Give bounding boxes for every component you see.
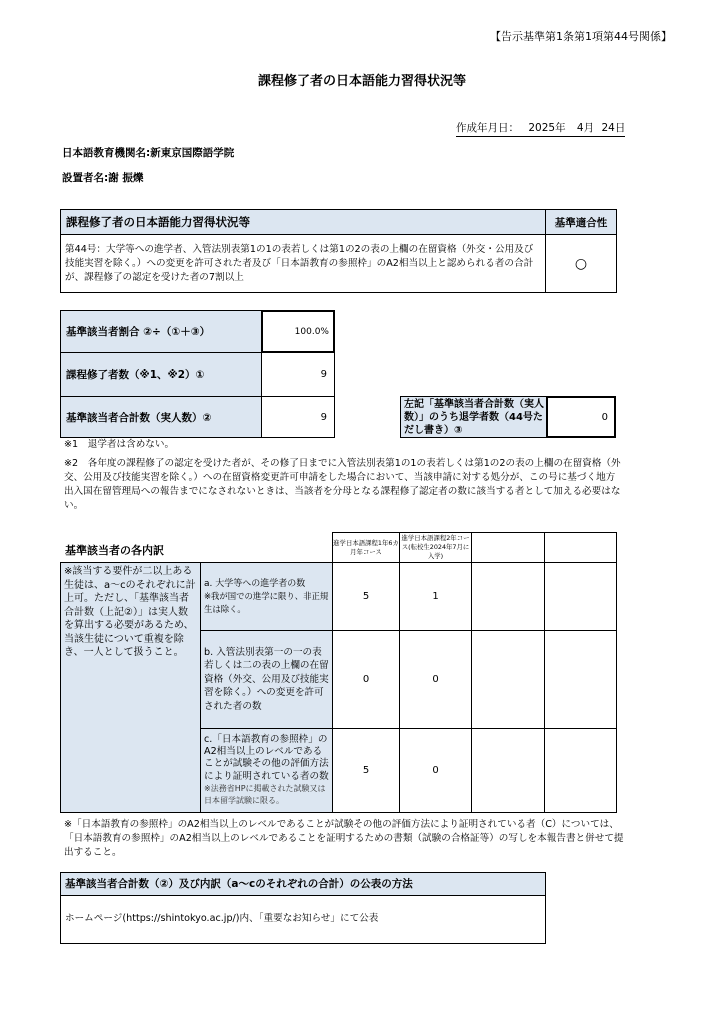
row-a-value-4	[545, 563, 617, 631]
founder-name: 設置者名:謝 振爍	[62, 172, 144, 184]
breakdown-header: 基準該当者の各内訳	[61, 533, 333, 563]
c-note: ※「日本語教育の参照枠」のA2相当以上のレベルであることが試験その他の評価方法により証明されている者（C）については、「日本語教育の参照枠」のA2相当以上のレベルであることを証明するための書類（試験の合格証等）の写しを本報告書と併せて提出すること。	[64, 819, 624, 858]
row-c-value-3	[472, 729, 545, 813]
page-title: 課程修了者の日本語能力習得状況等	[257, 74, 466, 89]
extra-course-header-1	[472, 533, 545, 563]
row-c-value-1: 5	[333, 729, 400, 813]
publication-header: 基準該当者合計数（②）及び内訳（a～cのそれぞれの合計）の公表の方法	[61, 873, 545, 896]
row-a-sub: ※我が国での進学に限り、非正規生は除く。	[204, 590, 329, 614]
created-date	[456, 120, 625, 137]
withdrawn-label: 左記「基準該当者合計数（実人数）」のうち退学者数（44号ただし書き）③	[400, 396, 548, 438]
ratio-label: 基準該当者割合 ②÷（①＋③）	[60, 310, 262, 353]
institution-name: 日本語教育機関名:新東京国際語学院	[62, 147, 235, 159]
compliance-header: 基準適合性	[546, 210, 617, 235]
qualified-value: 9	[261, 396, 335, 438]
row-a-label: a. 大学等への進学者の数 ※我が国での進学に限り、非正規生は除く。	[201, 563, 333, 631]
row-b-label: b. 入管法別表第一の一の表若しくは二の表の上欄の在留資格（外交、公用及び技能実習を除く。）への変更を許可された者の数	[201, 631, 333, 729]
breakdown-table	[60, 532, 617, 813]
row-c-value-2: 0	[400, 729, 472, 813]
status-section	[60, 209, 617, 293]
completers-value: 9	[261, 352, 335, 397]
extra-course-header-2	[545, 533, 617, 563]
row-a-value-1: 5	[333, 563, 400, 631]
created-date-month: 4月	[576, 122, 595, 134]
course-2-header: 進学日本語課程2年コース(転校生2024年7月に入学)	[400, 533, 472, 563]
row-c-sub: ※法務省HPに掲載された試験又は日本留学試験に限る。	[204, 783, 326, 805]
row-b-value-2: 0	[400, 631, 472, 729]
publication-section	[60, 872, 546, 944]
created-date-day: 24日	[601, 122, 626, 134]
note-1: ※1 退学者は含めない。	[64, 439, 175, 450]
publication-content: ホームページ(https://shintokyo.ac.jp/)内、「重要なお知らせ」にて公表	[65, 913, 379, 924]
header-tag: 【告示基準第1条第1項第44号関係】	[490, 30, 672, 43]
row-c-value-4	[545, 729, 617, 813]
course-1-header: 進学日本語課程1年6カ月年コース	[333, 533, 400, 563]
compliance-mark: ○	[546, 235, 617, 293]
status-header: 課程修了者の日本語能力習得状況等	[61, 210, 546, 235]
qualified-label: 基準該当者合計数（実人数）②	[60, 396, 262, 438]
completers-label: 課程修了者数（※1、※2）①	[60, 352, 262, 397]
ratio-value: 100.0%	[261, 310, 335, 353]
row-a-value-3	[472, 563, 545, 631]
row-b-value-4	[545, 631, 617, 729]
row-c-label: c.「日本語教育の参照枠」のA2相当以上のレベルであることが試験その他の評価方法により証明されている者の数 ※法務省HPに掲載された試験又は日本留学試験に限る。	[201, 729, 333, 813]
row-b-value-3	[472, 631, 545, 729]
status-description: 第44号：大学等への進学者、入管法別表第1の1の表若しくは第1の2の表の上欄の在留資格（外交・公用及び技能実習を除く。）への変更を許可された者及び「日本語教育の参照枠」のA2相当以上と認められる者の合計が、課程修了の認定を受けた者の7割以上	[61, 235, 546, 293]
created-date-label: 作成年月日：	[456, 122, 519, 134]
withdrawn-value: 0	[546, 396, 616, 438]
breakdown-left-note: ※該当する要件が二以上ある生徒は、a～cのそれぞれに計上可。ただし、「基準該当者合計数（上記②）」は実人数を算出する必要があるため、当該生徒について重複を除き、一人として扱うこと。	[61, 563, 201, 813]
created-date-year: 2025年	[528, 122, 566, 134]
note-2: ※2 各年度の課程修了の認定を受けた者が、その修了日までに入管法別表第1の1の表若しくは第1の2の表の上欄の在留資格（外交、公用及び技能実習を除く。）への在留資格変更許可申請をした場合において、当該申請に対する処分が、この号に基づく地方出入国在留管理局への報告までになされないときは、当該者を分母となる課程修了認定者の数に該当する者として加える必要はない。	[64, 458, 621, 511]
row-a-value-2: 1	[400, 563, 472, 631]
row-b-value-1: 0	[333, 631, 400, 729]
